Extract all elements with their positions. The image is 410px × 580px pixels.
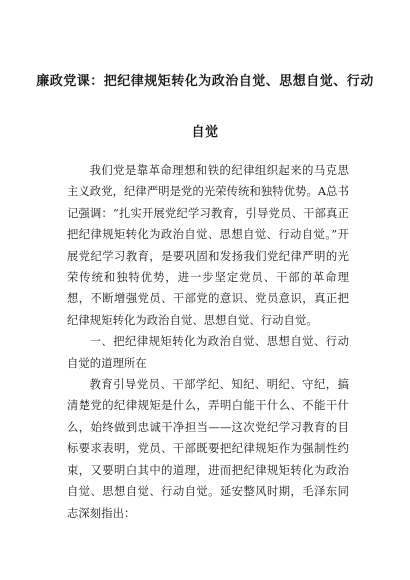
section-heading: 一、把纪律规矩转化为政治自觉、思想自觉、行动自觉的道理所在 (67, 335, 349, 370)
document-body (67, 160, 349, 524)
document-title-continuation: 自觉 (191, 125, 219, 140)
document-title: 廉政党课：把纪律规矩转化为政治自觉、思想自觉、行动 (36, 74, 374, 89)
body-paragraph: 教育引导党员、干部学纪、知纪、明纪、守纪，搞清楚党的纪律规矩是什么，弄明白能干什么、不能干什么，始终做到忠诚干净担当——这次党纪学习教育的目标要求表明，党员、干部既要把纪律规矩作为强制性约束，又要明白其中的道理，进而把纪律规矩转化为政治自觉、思想自觉、行动自觉。延安整风时期，毛泽东同志深刻指出： (67, 378, 349, 520)
body-paragraph: 我们党是靠革命理想和铁的纪律组织起来的马克思主义政党，纪律严明是党的光荣传统和独特优势。A总书记强调：“扎实开展党纪学习教育，引导党员、干部真正把纪律规矩转化为政治自觉、思想自觉、行动自觉。”开展党纪学习教育，是要巩固和发扬我们党纪律严明的光荣传统和独特优势，进一步坚定党员、干部的革命理想，不断增强党员、干部党的意识、党员意识，真正把纪律规矩转化为政治自觉、思想自觉、行动自觉。 (67, 164, 349, 327)
